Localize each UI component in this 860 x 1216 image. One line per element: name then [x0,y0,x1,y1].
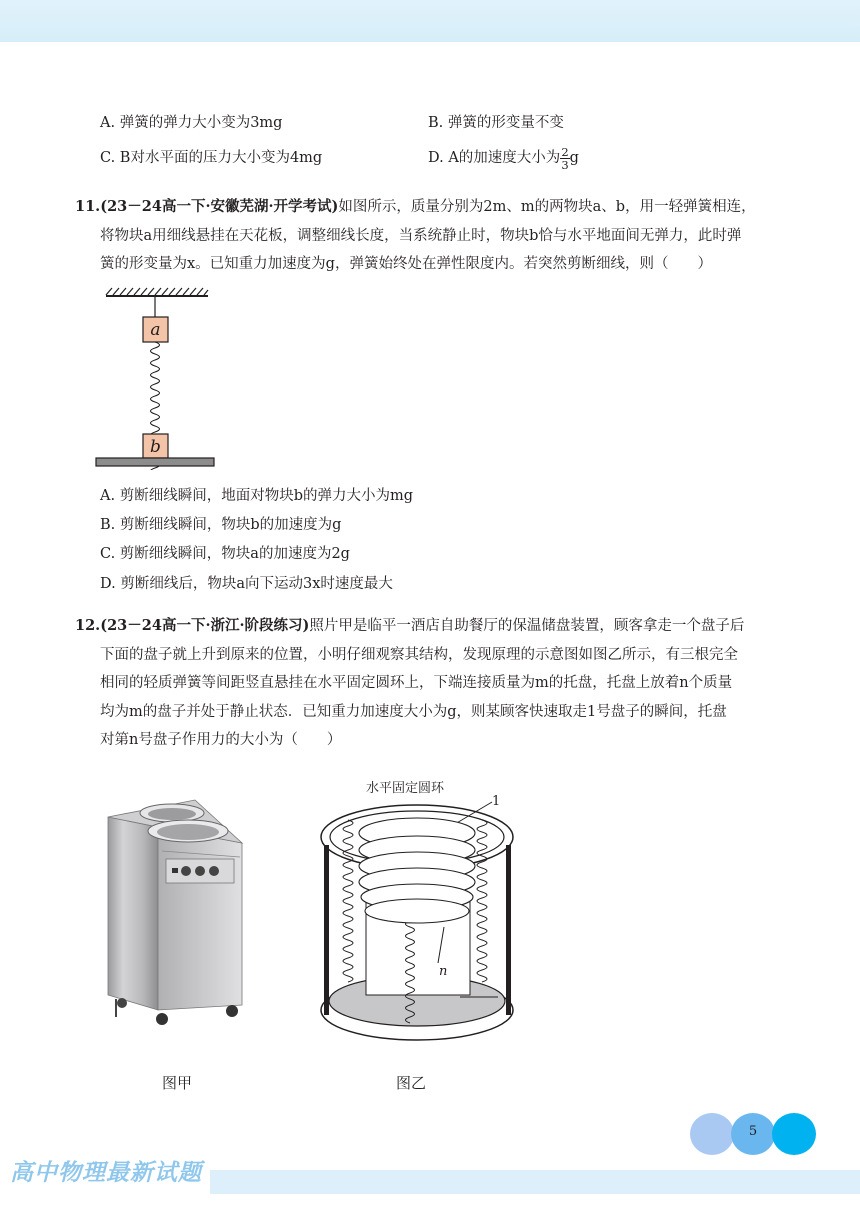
q11-option-a: A. 剪断细线瞬间，地面对物块b的弹力大小为mg [100,488,414,504]
question-12-line-1 [75,612,765,641]
plate-warmer-photo [100,795,250,1030]
block-b-label: b [150,437,161,457]
option-d-suffix: g [569,150,579,166]
question-12-line-4: 均为m的盘子并处于静止状态．已知重力加速度大小为g，则某顾客快速取走1号盘子的瞬间，托盘 [100,703,727,720]
question-12 [75,612,790,755]
spring-block-figure [92,285,222,470]
question-11-number: 11. [75,198,101,215]
fraction [560,146,569,171]
question-11-text: 如图所示，质量分别为2m、m的两物块a、b，用一轻弹簧相连， [338,199,756,215]
badge-circle-3 [772,1113,816,1155]
q11-option-d: D. 剪断细线后，物块a向下运动3x时速度最大 [100,576,393,592]
option-c-prev: C. B对水平面的压力大小变为4mg [100,150,323,166]
question-12-number: 12. [75,617,101,634]
plate-1-label: 1 [492,794,501,809]
option-d-prev [428,142,579,174]
question-11-line-1 [75,193,765,222]
question-11-line-3: 簧的形变量为x。已知重力加速度为g，弹簧始终处在弹性限度内。若突然剪断细线，则（ ） [100,256,712,272]
question-12-text: 照片甲是临平一酒店自助餐厅的保温储盘装置，顾客拿走一个盘子后 [309,618,745,634]
figure-jia-caption: 图甲 [162,1074,193,1092]
page-number: 5 [748,1124,758,1139]
ceiling-hatch [106,288,208,295]
fraction-numerator: 2 [561,144,569,159]
question-12-line-2: 下面的盘子就上升到原来的位置，小明仔细观察其结构，发现原理的示意图如图乙所示，有三根完全 [100,646,738,663]
question-12-source: (23－24高一下·浙江·阶段练习) [100,617,310,634]
question-12-line-5: 对第n号盘子作用力的大小为（ ） [100,732,342,748]
block-a-label: a [150,320,161,340]
plate-n-label: n [439,964,448,979]
question-11 [75,193,790,279]
footer-brand: 高中物理最新试题 [10,1160,202,1186]
question-12-line-3: 相同的轻质弹簧等间距竖直悬挂在水平固定圆环上，下端连接质量为m的托盘，托盘上放着n个质量 [100,675,733,691]
ring-label: 水平固定圆环 [365,781,445,796]
figure-yi-caption: 图乙 [396,1074,427,1092]
ground [96,458,214,466]
option-a-prev: A. 弹簧的弹力大小变为3mg [100,115,283,131]
q11-option-b: B. 剪断细线瞬间，物块b的加速度为g [100,517,342,533]
option-d-prefix: D. A的加速度大小为 [428,150,561,166]
header-band [0,0,860,42]
question-11-line-2: 将物块a用细线悬挂在天花板，调整细线长度，当系统静止时，物块b恰与水平地面间无弹力，此时弹 [100,227,742,244]
footer-band [210,1170,860,1194]
question-11-source: (23－24高一下·安徽芜湖·开学考试) [100,198,339,215]
badge-circle-1 [690,1113,734,1155]
plate-warmer-schematic [310,775,530,1055]
q11-option-c: C. 剪断细线瞬间，物块a的加速度为2g [100,546,350,562]
option-b-prev: B. 弹簧的形变量不变 [428,115,564,131]
fraction-denominator: 3 [561,157,569,172]
